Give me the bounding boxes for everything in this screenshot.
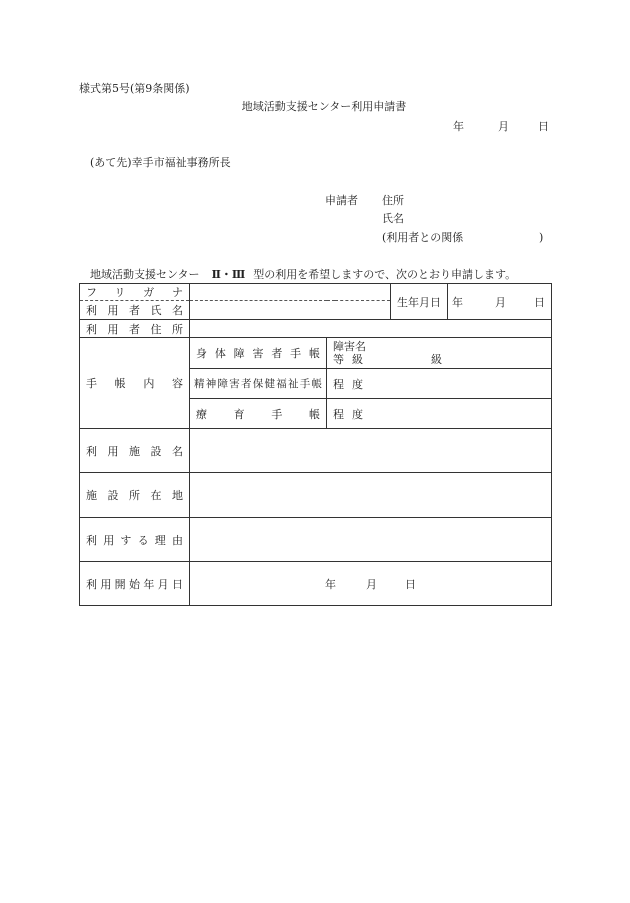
applicant-address-label: 住所 <box>382 194 404 207</box>
intro-type: Ⅱ・Ⅲ <box>211 268 246 281</box>
applicant-label: 申請者 <box>325 194 358 207</box>
start-month: 月 <box>366 577 377 591</box>
start-day: 日 <box>405 577 416 591</box>
user-address-field[interactable] <box>190 320 552 338</box>
rehab-notebook-label: 療育手帳 <box>190 399 327 429</box>
addressee: (あて先)幸手市福祉事務所長 <box>90 156 231 169</box>
dob-field[interactable] <box>448 284 552 319</box>
start-date-label: 利用開始年月日 <box>80 562 190 606</box>
facility-location-label: 施設所在地 <box>80 473 190 518</box>
dob-label: 生年月日 <box>391 284 448 319</box>
applicant-relation-label: (利用者との関係 <box>382 231 464 244</box>
dob-year: 年 <box>452 295 464 309</box>
furigana-field[interactable] <box>190 284 391 301</box>
start-year: 年 <box>325 577 336 591</box>
application-date <box>453 121 549 132</box>
reason-label: 利用する理由 <box>80 518 190 562</box>
user-name-label: 利用者氏名 <box>80 301 190 320</box>
date-month: 月 <box>498 120 509 133</box>
mental-notebook-label: 精神障害者保健福祉手帳 <box>190 369 327 399</box>
user-name-field[interactable] <box>190 301 391 320</box>
intro-suffix: 型の利用を希望しますので、次のとおり申請します。 <box>253 268 517 281</box>
reason-field[interactable] <box>190 518 552 562</box>
facility-name-label: 利用施設名 <box>80 429 190 473</box>
form-number: 様式第5号(第9条関係) <box>79 82 190 95</box>
degree-label-2: 程度 <box>333 407 363 421</box>
disability-name-label: 障害名 <box>333 340 366 353</box>
application-form-table <box>79 283 552 606</box>
facility-location-field[interactable] <box>190 473 552 518</box>
physical-notebook-field[interactable] <box>327 338 552 369</box>
degree-label: 程度 <box>333 377 363 391</box>
rehab-notebook-field[interactable] <box>327 399 552 429</box>
intro-prefix: 地域活動支援センター <box>90 268 200 281</box>
mental-notebook-field[interactable] <box>327 369 552 399</box>
applicant-name-label: 氏名 <box>382 212 404 225</box>
dob-area <box>391 284 552 320</box>
physical-notebook-label: 身体障害者手帳 <box>190 338 327 369</box>
date-year: 年 <box>453 120 464 133</box>
facility-name-field[interactable] <box>190 429 552 473</box>
furigana-label: フリガナ <box>80 284 190 301</box>
start-date-field[interactable] <box>190 562 552 606</box>
grade-suffix: 級 <box>431 353 442 366</box>
user-address-label: 利用者住所 <box>80 320 190 338</box>
date-day: 日 <box>538 120 549 133</box>
applicant-relation-close: ) <box>539 231 544 244</box>
dob-month: 月 <box>495 295 507 309</box>
grade-label: 等級 <box>333 353 363 366</box>
document-title: 地域活動支援センター利用申請書 <box>241 100 407 113</box>
intro-sentence <box>90 269 516 280</box>
dob-day: 日 <box>534 295 546 309</box>
notebook-label: 手帳内容 <box>80 338 190 429</box>
